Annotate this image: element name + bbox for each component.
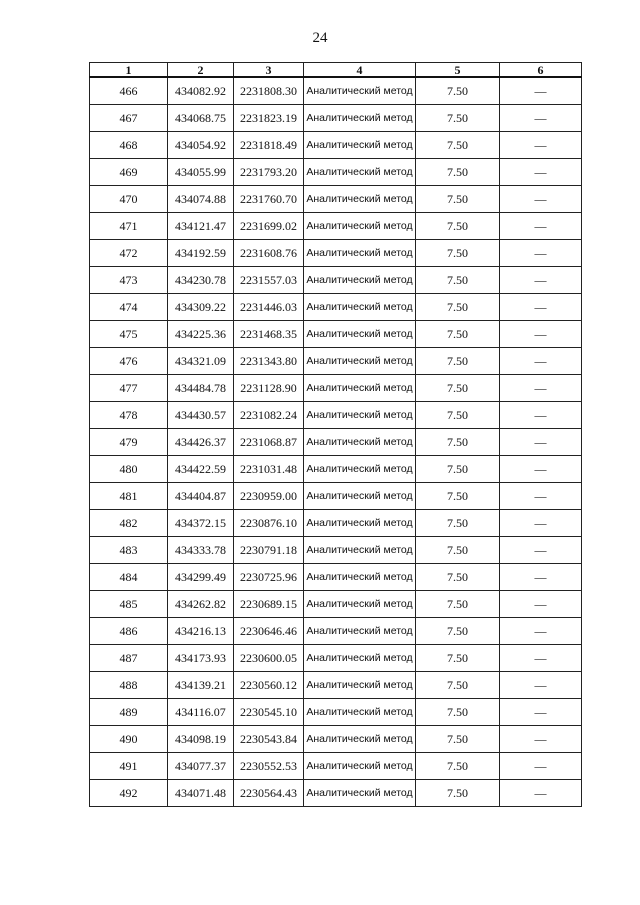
- note-cell: —: [500, 213, 582, 240]
- table-row: [90, 294, 582, 321]
- note-cell: —: [500, 726, 582, 753]
- note-cell: —: [500, 402, 582, 429]
- note-cell: —: [500, 105, 582, 132]
- method-cell: Аналитический метод: [304, 510, 416, 537]
- method-cell: Аналитический метод: [304, 753, 416, 780]
- point-number-cell: 484: [90, 564, 168, 591]
- note-cell: —: [500, 645, 582, 672]
- point-number-cell: 481: [90, 483, 168, 510]
- y-coordinate-cell: 2231823.19: [234, 105, 304, 132]
- method-cell: Аналитический метод: [304, 348, 416, 375]
- note-cell: —: [500, 77, 582, 105]
- table-row: [90, 348, 582, 375]
- accuracy-cell: 7.50: [416, 294, 500, 321]
- table-header: [90, 63, 582, 78]
- method-cell: Аналитический метод: [304, 240, 416, 267]
- point-number-cell: 480: [90, 456, 168, 483]
- y-coordinate-cell: 2231818.49: [234, 132, 304, 159]
- note-cell: —: [500, 159, 582, 186]
- method-cell: Аналитический метод: [304, 672, 416, 699]
- x-coordinate-cell: 434372.15: [168, 510, 234, 537]
- point-number-cell: 483: [90, 537, 168, 564]
- x-coordinate-cell: 434116.07: [168, 699, 234, 726]
- y-coordinate-cell: 2231068.87: [234, 429, 304, 456]
- y-coordinate-cell: 2231699.02: [234, 213, 304, 240]
- point-number-cell: 485: [90, 591, 168, 618]
- x-coordinate-cell: 434299.49: [168, 564, 234, 591]
- y-coordinate-cell: 2230791.18: [234, 537, 304, 564]
- accuracy-cell: 7.50: [416, 672, 500, 699]
- method-cell: Аналитический метод: [304, 267, 416, 294]
- table-row: [90, 77, 582, 105]
- x-coordinate-cell: 434321.09: [168, 348, 234, 375]
- x-coordinate-cell: 434077.37: [168, 753, 234, 780]
- accuracy-cell: 7.50: [416, 699, 500, 726]
- method-cell: Аналитический метод: [304, 726, 416, 753]
- table-row: [90, 402, 582, 429]
- point-number-cell: 471: [90, 213, 168, 240]
- point-number-cell: 482: [90, 510, 168, 537]
- x-coordinate-cell: 434230.78: [168, 267, 234, 294]
- x-coordinate-cell: 434173.93: [168, 645, 234, 672]
- note-cell: —: [500, 321, 582, 348]
- point-number-cell: 469: [90, 159, 168, 186]
- note-cell: —: [500, 294, 582, 321]
- y-coordinate-cell: 2230959.00: [234, 483, 304, 510]
- point-number-cell: 466: [90, 77, 168, 105]
- accuracy-cell: 7.50: [416, 429, 500, 456]
- table-row: [90, 321, 582, 348]
- x-coordinate-cell: 434139.21: [168, 672, 234, 699]
- y-coordinate-cell: 2231608.76: [234, 240, 304, 267]
- accuracy-cell: 7.50: [416, 77, 500, 105]
- method-cell: Аналитический метод: [304, 591, 416, 618]
- accuracy-cell: 7.50: [416, 240, 500, 267]
- accuracy-cell: 7.50: [416, 483, 500, 510]
- x-coordinate-cell: 434054.92: [168, 132, 234, 159]
- table-row: [90, 753, 582, 780]
- table-row: [90, 591, 582, 618]
- method-cell: Аналитический метод: [304, 699, 416, 726]
- point-number-cell: 476: [90, 348, 168, 375]
- header-row: [90, 63, 582, 78]
- table-row: [90, 213, 582, 240]
- accuracy-cell: 7.50: [416, 105, 500, 132]
- accuracy-cell: 7.50: [416, 591, 500, 618]
- coordinates-table: [89, 62, 582, 807]
- point-number-cell: 475: [90, 321, 168, 348]
- point-number-cell: 477: [90, 375, 168, 402]
- method-cell: Аналитический метод: [304, 456, 416, 483]
- accuracy-cell: 7.50: [416, 537, 500, 564]
- accuracy-cell: 7.50: [416, 348, 500, 375]
- method-cell: Аналитический метод: [304, 429, 416, 456]
- point-number-cell: 474: [90, 294, 168, 321]
- y-coordinate-cell: 2230560.12: [234, 672, 304, 699]
- method-cell: Аналитический метод: [304, 375, 416, 402]
- note-cell: —: [500, 510, 582, 537]
- point-number-cell: 479: [90, 429, 168, 456]
- table-row: [90, 510, 582, 537]
- note-cell: —: [500, 375, 582, 402]
- x-coordinate-cell: 434309.22: [168, 294, 234, 321]
- column-header: 6: [500, 63, 582, 78]
- table-row: [90, 267, 582, 294]
- point-number-cell: 472: [90, 240, 168, 267]
- method-cell: Аналитический метод: [304, 537, 416, 564]
- point-number-cell: 467: [90, 105, 168, 132]
- method-cell: Аналитический метод: [304, 294, 416, 321]
- accuracy-cell: 7.50: [416, 159, 500, 186]
- note-cell: —: [500, 672, 582, 699]
- table-body: [90, 77, 582, 807]
- point-number-cell: 488: [90, 672, 168, 699]
- x-coordinate-cell: 434121.47: [168, 213, 234, 240]
- y-coordinate-cell: 2231808.30: [234, 77, 304, 105]
- method-cell: Аналитический метод: [304, 645, 416, 672]
- table-row: [90, 105, 582, 132]
- point-number-cell: 468: [90, 132, 168, 159]
- point-number-cell: 486: [90, 618, 168, 645]
- note-cell: —: [500, 267, 582, 294]
- x-coordinate-cell: 434422.59: [168, 456, 234, 483]
- accuracy-cell: 7.50: [416, 618, 500, 645]
- point-number-cell: 487: [90, 645, 168, 672]
- table-row: [90, 240, 582, 267]
- table-row: [90, 375, 582, 402]
- table-row: [90, 726, 582, 753]
- x-coordinate-cell: 434404.87: [168, 483, 234, 510]
- method-cell: Аналитический метод: [304, 186, 416, 213]
- method-cell: Аналитический метод: [304, 77, 416, 105]
- column-header: 3: [234, 63, 304, 78]
- x-coordinate-cell: 434068.75: [168, 105, 234, 132]
- table-row: [90, 672, 582, 699]
- x-coordinate-cell: 434192.59: [168, 240, 234, 267]
- x-coordinate-cell: 434333.78: [168, 537, 234, 564]
- method-cell: Аналитический метод: [304, 105, 416, 132]
- x-coordinate-cell: 434426.37: [168, 429, 234, 456]
- point-number-cell: 473: [90, 267, 168, 294]
- table-row: [90, 699, 582, 726]
- y-coordinate-cell: 2231557.03: [234, 267, 304, 294]
- accuracy-cell: 7.50: [416, 267, 500, 294]
- column-header: 2: [168, 63, 234, 78]
- y-coordinate-cell: 2230543.84: [234, 726, 304, 753]
- method-cell: Аналитический метод: [304, 402, 416, 429]
- x-coordinate-cell: 434071.48: [168, 780, 234, 807]
- method-cell: Аналитический метод: [304, 780, 416, 807]
- point-number-cell: 490: [90, 726, 168, 753]
- note-cell: —: [500, 483, 582, 510]
- x-coordinate-cell: 434055.99: [168, 159, 234, 186]
- note-cell: —: [500, 348, 582, 375]
- y-coordinate-cell: 2230545.10: [234, 699, 304, 726]
- note-cell: —: [500, 780, 582, 807]
- y-coordinate-cell: 2230552.53: [234, 753, 304, 780]
- method-cell: Аналитический метод: [304, 564, 416, 591]
- table-row: [90, 645, 582, 672]
- y-coordinate-cell: 2230725.96: [234, 564, 304, 591]
- method-cell: Аналитический метод: [304, 321, 416, 348]
- x-coordinate-cell: 434082.92: [168, 77, 234, 105]
- note-cell: —: [500, 429, 582, 456]
- y-coordinate-cell: 2230600.05: [234, 645, 304, 672]
- note-cell: —: [500, 132, 582, 159]
- table-row: [90, 564, 582, 591]
- y-coordinate-cell: 2230876.10: [234, 510, 304, 537]
- y-coordinate-cell: 2230646.46: [234, 618, 304, 645]
- method-cell: Аналитический метод: [304, 132, 416, 159]
- note-cell: —: [500, 537, 582, 564]
- column-header: 1: [90, 63, 168, 78]
- note-cell: —: [500, 699, 582, 726]
- note-cell: —: [500, 240, 582, 267]
- note-cell: —: [500, 186, 582, 213]
- note-cell: —: [500, 564, 582, 591]
- accuracy-cell: 7.50: [416, 321, 500, 348]
- point-number-cell: 478: [90, 402, 168, 429]
- point-number-cell: 470: [90, 186, 168, 213]
- x-coordinate-cell: 434074.88: [168, 186, 234, 213]
- y-coordinate-cell: 2231031.48: [234, 456, 304, 483]
- table-row: [90, 483, 582, 510]
- y-coordinate-cell: 2230689.15: [234, 591, 304, 618]
- accuracy-cell: 7.50: [416, 510, 500, 537]
- y-coordinate-cell: 2230564.43: [234, 780, 304, 807]
- method-cell: Аналитический метод: [304, 159, 416, 186]
- table-row: [90, 159, 582, 186]
- accuracy-cell: 7.50: [416, 375, 500, 402]
- table-row: [90, 429, 582, 456]
- note-cell: —: [500, 456, 582, 483]
- point-number-cell: 489: [90, 699, 168, 726]
- y-coordinate-cell: 2231128.90: [234, 375, 304, 402]
- y-coordinate-cell: 2231468.35: [234, 321, 304, 348]
- accuracy-cell: 7.50: [416, 726, 500, 753]
- accuracy-cell: 7.50: [416, 753, 500, 780]
- accuracy-cell: 7.50: [416, 456, 500, 483]
- table-row: [90, 780, 582, 807]
- accuracy-cell: 7.50: [416, 780, 500, 807]
- accuracy-cell: 7.50: [416, 645, 500, 672]
- table-row: [90, 618, 582, 645]
- x-coordinate-cell: 434098.19: [168, 726, 234, 753]
- note-cell: —: [500, 753, 582, 780]
- table-row: [90, 537, 582, 564]
- point-number-cell: 491: [90, 753, 168, 780]
- accuracy-cell: 7.50: [416, 132, 500, 159]
- y-coordinate-cell: 2231343.80: [234, 348, 304, 375]
- x-coordinate-cell: 434225.36: [168, 321, 234, 348]
- table-row: [90, 186, 582, 213]
- column-header: 5: [416, 63, 500, 78]
- method-cell: Аналитический метод: [304, 213, 416, 240]
- x-coordinate-cell: 434484.78: [168, 375, 234, 402]
- x-coordinate-cell: 434430.57: [168, 402, 234, 429]
- accuracy-cell: 7.50: [416, 402, 500, 429]
- page-number: 24: [312, 30, 328, 46]
- table-row: [90, 132, 582, 159]
- note-cell: —: [500, 591, 582, 618]
- y-coordinate-cell: 2231760.70: [234, 186, 304, 213]
- note-cell: —: [500, 618, 582, 645]
- accuracy-cell: 7.50: [416, 186, 500, 213]
- y-coordinate-cell: 2231793.20: [234, 159, 304, 186]
- y-coordinate-cell: 2231082.24: [234, 402, 304, 429]
- accuracy-cell: 7.50: [416, 213, 500, 240]
- point-number-cell: 492: [90, 780, 168, 807]
- column-header: 4: [304, 63, 416, 78]
- y-coordinate-cell: 2231446.03: [234, 294, 304, 321]
- method-cell: Аналитический метод: [304, 483, 416, 510]
- table-row: [90, 456, 582, 483]
- x-coordinate-cell: 434262.82: [168, 591, 234, 618]
- accuracy-cell: 7.50: [416, 564, 500, 591]
- method-cell: Аналитический метод: [304, 618, 416, 645]
- x-coordinate-cell: 434216.13: [168, 618, 234, 645]
